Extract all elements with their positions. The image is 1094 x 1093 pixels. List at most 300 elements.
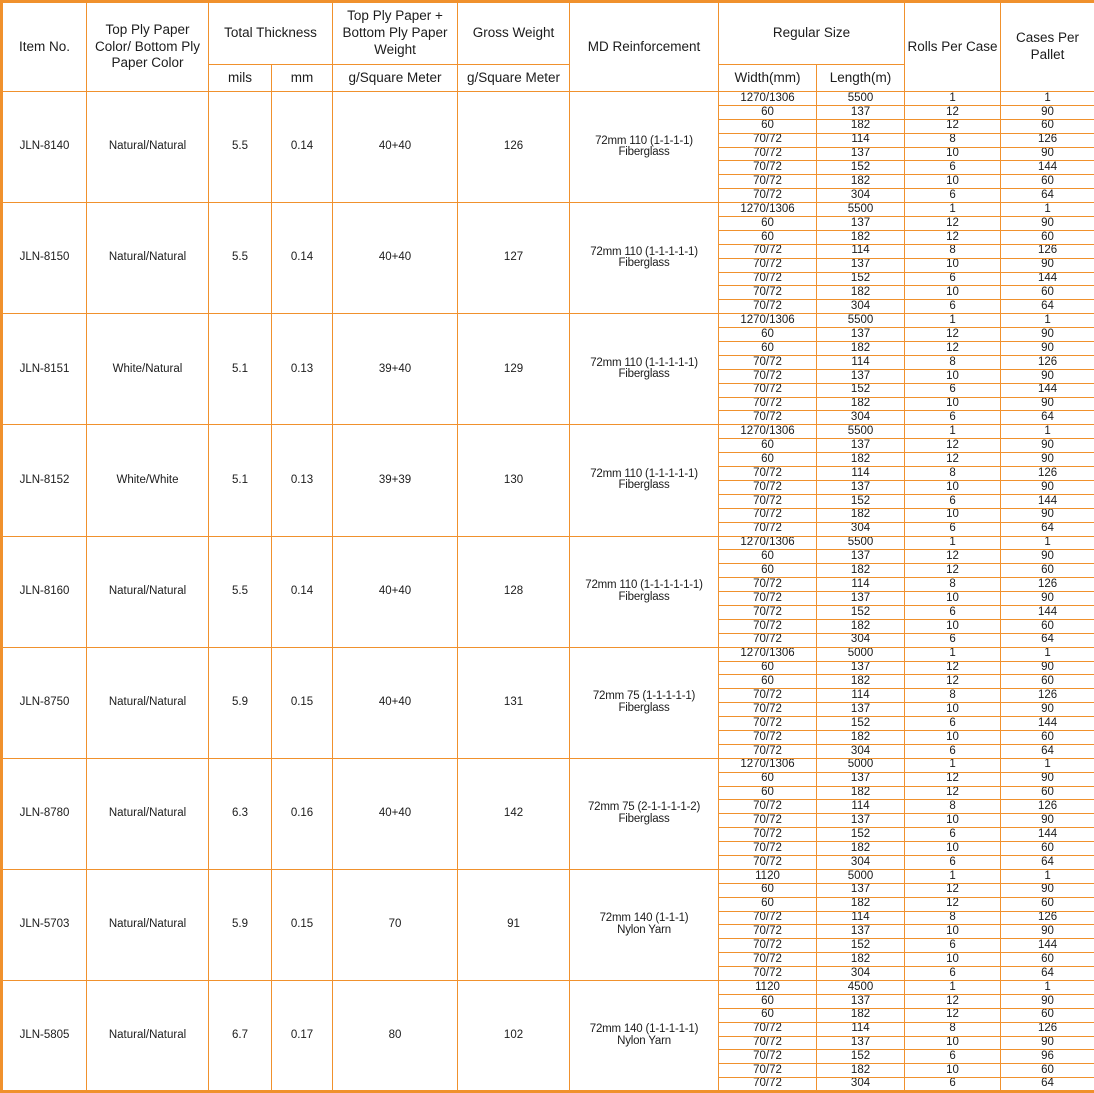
gross-weight-cell: 127	[458, 203, 570, 314]
rolls-cell: 6	[905, 522, 1001, 536]
cases-cell: 126	[1001, 133, 1094, 147]
length-cell: 137	[817, 369, 905, 383]
cases-cell: 90	[1001, 508, 1094, 522]
rolls-cell: 10	[905, 397, 1001, 411]
cases-cell: 144	[1001, 494, 1094, 508]
length-cell: 5500	[817, 314, 905, 328]
length-cell: 5500	[817, 92, 905, 106]
cases-cell: 64	[1001, 300, 1094, 314]
ply-weight-cell: 70	[333, 869, 458, 980]
width-cell: 70/72	[719, 369, 817, 383]
length-cell: 137	[817, 105, 905, 119]
rolls-cell: 8	[905, 578, 1001, 592]
length-cell: 182	[817, 508, 905, 522]
cases-cell: 90	[1001, 814, 1094, 828]
md-reinforcement-cell	[570, 203, 719, 314]
header-gross-weight-unit: g/Square Meter	[458, 65, 570, 92]
length-cell: 182	[817, 1008, 905, 1022]
width-cell: 70/72	[719, 800, 817, 814]
header-ply-weight: Top Ply Paper + Bottom Ply Paper Weight	[333, 2, 458, 65]
length-cell: 137	[817, 772, 905, 786]
width-cell: 70/72	[719, 286, 817, 300]
md-reinforcement-cell	[570, 425, 719, 536]
rolls-cell: 12	[905, 453, 1001, 467]
width-cell: 70/72	[719, 717, 817, 731]
mils-cell: 6.7	[209, 981, 272, 1092]
length-cell: 114	[817, 689, 905, 703]
rolls-cell: 6	[905, 272, 1001, 286]
width-cell: 70/72	[719, 967, 817, 981]
rolls-cell: 6	[905, 605, 1001, 619]
width-cell: 60	[719, 217, 817, 231]
rolls-cell: 6	[905, 717, 1001, 731]
length-cell: 5000	[817, 647, 905, 661]
rolls-cell: 12	[905, 328, 1001, 342]
md-line: 72mm 110 (1-1-1-1-1)	[572, 358, 716, 370]
width-cell: 60	[719, 453, 817, 467]
length-cell: 304	[817, 411, 905, 425]
length-cell: 152	[817, 383, 905, 397]
mm-cell: 0.15	[272, 869, 333, 980]
width-cell: 60	[719, 328, 817, 342]
width-cell: 70/72	[719, 1036, 817, 1050]
length-cell: 182	[817, 397, 905, 411]
size-row	[2, 981, 1094, 995]
mils-cell: 5.9	[209, 869, 272, 980]
width-cell: 70/72	[719, 730, 817, 744]
cases-cell: 90	[1001, 883, 1094, 897]
width-cell: 60	[719, 342, 817, 356]
length-cell: 304	[817, 1078, 905, 1092]
cases-cell: 60	[1001, 786, 1094, 800]
ply-color-cell: Natural/Natural	[87, 981, 209, 1092]
width-cell: 70/72	[719, 355, 817, 369]
cases-cell: 64	[1001, 189, 1094, 203]
cases-cell: 90	[1001, 147, 1094, 161]
width-cell: 60	[719, 994, 817, 1008]
length-cell: 114	[817, 133, 905, 147]
ply-color-cell: Natural/Natural	[87, 647, 209, 758]
header-md-reinforcement: MD Reinforcement	[570, 2, 719, 92]
cases-cell: 144	[1001, 383, 1094, 397]
rolls-cell: 10	[905, 730, 1001, 744]
md-line: 72mm 140 (1-1-1-1-1)	[572, 1024, 716, 1036]
rolls-cell: 12	[905, 105, 1001, 119]
width-cell: 1270/1306	[719, 647, 817, 661]
mils-cell: 5.5	[209, 92, 272, 203]
cases-cell: 1	[1001, 425, 1094, 439]
rolls-cell: 10	[905, 1036, 1001, 1050]
cases-cell: 60	[1001, 230, 1094, 244]
length-cell: 152	[817, 272, 905, 286]
width-cell: 1270/1306	[719, 203, 817, 217]
cases-cell: 90	[1001, 703, 1094, 717]
width-cell: 60	[719, 786, 817, 800]
length-cell: 304	[817, 967, 905, 981]
width-cell: 1270/1306	[719, 758, 817, 772]
width-cell: 70/72	[719, 814, 817, 828]
mm-cell: 0.14	[272, 92, 333, 203]
rolls-cell: 12	[905, 883, 1001, 897]
length-cell: 137	[817, 703, 905, 717]
length-cell: 137	[817, 147, 905, 161]
ply-color-cell: White/Natural	[87, 314, 209, 425]
gross-weight-cell: 130	[458, 425, 570, 536]
length-cell: 137	[817, 217, 905, 231]
width-cell: 70/72	[719, 397, 817, 411]
rolls-cell: 1	[905, 314, 1001, 328]
width-cell: 60	[719, 105, 817, 119]
rolls-cell: 6	[905, 161, 1001, 175]
ply-weight-cell: 40+40	[333, 758, 458, 869]
cases-cell: 96	[1001, 1050, 1094, 1064]
rolls-cell: 12	[905, 342, 1001, 356]
mils-cell: 5.9	[209, 647, 272, 758]
size-row	[2, 869, 1094, 883]
length-cell: 304	[817, 522, 905, 536]
ply-color-cell: White/White	[87, 425, 209, 536]
rolls-cell: 12	[905, 550, 1001, 564]
width-cell: 70/72	[719, 480, 817, 494]
ply-weight-cell: 39+40	[333, 314, 458, 425]
mm-cell: 0.13	[272, 314, 333, 425]
rolls-cell: 10	[905, 842, 1001, 856]
cases-cell: 126	[1001, 689, 1094, 703]
length-cell: 152	[817, 494, 905, 508]
length-cell: 152	[817, 828, 905, 842]
md-line: Fiberglass	[572, 814, 716, 826]
width-cell: 70/72	[719, 1022, 817, 1036]
width-cell: 1270/1306	[719, 425, 817, 439]
width-cell: 1120	[719, 981, 817, 995]
rolls-cell: 6	[905, 1050, 1001, 1064]
cases-cell: 64	[1001, 1078, 1094, 1092]
md-reinforcement-cell	[570, 981, 719, 1092]
length-cell: 152	[817, 717, 905, 731]
cases-cell: 60	[1001, 1008, 1094, 1022]
length-cell: 182	[817, 897, 905, 911]
rolls-cell: 8	[905, 355, 1001, 369]
width-cell: 70/72	[719, 633, 817, 647]
size-row	[2, 647, 1094, 661]
header-length: Length(m)	[817, 65, 905, 92]
rolls-cell: 1	[905, 981, 1001, 995]
mm-cell: 0.14	[272, 536, 333, 647]
rolls-cell: 6	[905, 383, 1001, 397]
md-line: Nylon Yarn	[572, 925, 716, 937]
width-cell: 70/72	[719, 911, 817, 925]
ply-color-cell: Natural/Natural	[87, 203, 209, 314]
size-row	[2, 425, 1094, 439]
width-cell: 60	[719, 1008, 817, 1022]
cases-cell: 126	[1001, 911, 1094, 925]
length-cell: 182	[817, 1064, 905, 1078]
md-line: 72mm 110 (1-1-1-1-1-1)	[572, 580, 716, 592]
length-cell: 137	[817, 925, 905, 939]
length-cell: 114	[817, 355, 905, 369]
md-line: 72mm 110 (1-1-1-1-1)	[572, 469, 716, 481]
cases-cell: 90	[1001, 592, 1094, 606]
cases-cell: 64	[1001, 411, 1094, 425]
length-cell: 152	[817, 605, 905, 619]
cases-cell: 144	[1001, 272, 1094, 286]
size-row	[2, 758, 1094, 772]
width-cell: 60	[719, 439, 817, 453]
md-line: Fiberglass	[572, 258, 716, 270]
gross-weight-cell: 102	[458, 981, 570, 1092]
rolls-cell: 10	[905, 258, 1001, 272]
length-cell: 304	[817, 300, 905, 314]
item-no-cell: JLN-5805	[2, 981, 87, 1092]
ply-weight-cell: 40+40	[333, 92, 458, 203]
width-cell: 60	[719, 661, 817, 675]
rolls-cell: 6	[905, 967, 1001, 981]
width-cell: 60	[719, 550, 817, 564]
width-cell: 70/72	[719, 925, 817, 939]
cases-cell: 60	[1001, 842, 1094, 856]
cases-cell: 90	[1001, 105, 1094, 119]
ply-color-cell: Natural/Natural	[87, 758, 209, 869]
length-cell: 182	[817, 119, 905, 133]
size-row	[2, 203, 1094, 217]
cases-cell: 60	[1001, 619, 1094, 633]
width-cell: 60	[719, 230, 817, 244]
width-cell: 60	[719, 897, 817, 911]
length-cell: 137	[817, 661, 905, 675]
width-cell: 60	[719, 675, 817, 689]
md-line: 72mm 75 (2-1-1-1-1-2)	[572, 802, 716, 814]
table-header	[2, 2, 1094, 92]
item-no-cell: JLN-8750	[2, 647, 87, 758]
length-cell: 137	[817, 1036, 905, 1050]
length-cell: 304	[817, 744, 905, 758]
cases-cell: 60	[1001, 1064, 1094, 1078]
cases-cell: 90	[1001, 328, 1094, 342]
rolls-cell: 8	[905, 133, 1001, 147]
ply-color-cell: Natural/Natural	[87, 536, 209, 647]
rolls-cell: 12	[905, 439, 1001, 453]
cases-cell: 126	[1001, 800, 1094, 814]
rolls-cell: 1	[905, 425, 1001, 439]
rolls-cell: 6	[905, 300, 1001, 314]
length-cell: 182	[817, 564, 905, 578]
cases-cell: 1	[1001, 203, 1094, 217]
cases-cell: 90	[1001, 217, 1094, 231]
rolls-cell: 10	[905, 369, 1001, 383]
header-mm: mm	[272, 65, 333, 92]
length-cell: 137	[817, 592, 905, 606]
length-cell: 5500	[817, 203, 905, 217]
cases-cell: 90	[1001, 397, 1094, 411]
length-cell: 137	[817, 480, 905, 494]
mm-cell: 0.15	[272, 647, 333, 758]
mils-cell: 5.1	[209, 425, 272, 536]
width-cell: 70/72	[719, 467, 817, 481]
cases-cell: 90	[1001, 258, 1094, 272]
rolls-cell: 10	[905, 147, 1001, 161]
width-cell: 70/72	[719, 494, 817, 508]
md-reinforcement-cell	[570, 869, 719, 980]
cases-cell: 90	[1001, 772, 1094, 786]
rolls-cell: 8	[905, 244, 1001, 258]
mm-cell: 0.14	[272, 203, 333, 314]
length-cell: 182	[817, 453, 905, 467]
length-cell: 304	[817, 633, 905, 647]
rolls-cell: 6	[905, 189, 1001, 203]
item-no-cell: JLN-8140	[2, 92, 87, 203]
header-mils: mils	[209, 65, 272, 92]
item-no-cell: JLN-8150	[2, 203, 87, 314]
length-cell: 182	[817, 619, 905, 633]
rolls-cell: 12	[905, 772, 1001, 786]
rolls-cell: 10	[905, 619, 1001, 633]
width-cell: 70/72	[719, 522, 817, 536]
rolls-cell: 12	[905, 564, 1001, 578]
md-line: Fiberglass	[572, 147, 716, 159]
cases-cell: 64	[1001, 744, 1094, 758]
rolls-cell: 12	[905, 994, 1001, 1008]
rolls-cell: 1	[905, 869, 1001, 883]
rolls-cell: 1	[905, 758, 1001, 772]
width-cell: 70/72	[719, 508, 817, 522]
md-line: 72mm 75 (1-1-1-1-1)	[572, 691, 716, 703]
rolls-cell: 12	[905, 675, 1001, 689]
width-cell: 60	[719, 119, 817, 133]
length-cell: 182	[817, 175, 905, 189]
md-reinforcement-cell	[570, 314, 719, 425]
length-cell: 114	[817, 1022, 905, 1036]
rolls-cell: 12	[905, 786, 1001, 800]
length-cell: 114	[817, 800, 905, 814]
ply-weight-cell: 39+39	[333, 425, 458, 536]
length-cell: 137	[817, 439, 905, 453]
rolls-cell: 12	[905, 661, 1001, 675]
ply-weight-cell: 40+40	[333, 536, 458, 647]
rolls-cell: 6	[905, 855, 1001, 869]
length-cell: 137	[817, 550, 905, 564]
gross-weight-cell: 142	[458, 758, 570, 869]
header-width: Width(mm)	[719, 65, 817, 92]
rolls-cell: 12	[905, 230, 1001, 244]
width-cell: 1120	[719, 869, 817, 883]
rolls-cell: 6	[905, 939, 1001, 953]
length-cell: 182	[817, 230, 905, 244]
width-cell: 70/72	[719, 1050, 817, 1064]
item-no-cell: JLN-8152	[2, 425, 87, 536]
width-cell: 70/72	[719, 939, 817, 953]
ply-weight-cell: 40+40	[333, 203, 458, 314]
size-row	[2, 536, 1094, 550]
cases-cell: 1	[1001, 314, 1094, 328]
length-cell: 304	[817, 855, 905, 869]
width-cell: 70/72	[719, 147, 817, 161]
rolls-cell: 8	[905, 467, 1001, 481]
length-cell: 304	[817, 189, 905, 203]
cases-cell: 144	[1001, 939, 1094, 953]
ply-color-cell: Natural/Natural	[87, 92, 209, 203]
length-cell: 152	[817, 1050, 905, 1064]
cases-cell: 64	[1001, 967, 1094, 981]
width-cell: 1270/1306	[719, 92, 817, 106]
cases-cell: 60	[1001, 286, 1094, 300]
width-cell: 70/72	[719, 744, 817, 758]
rolls-cell: 10	[905, 175, 1001, 189]
width-cell: 70/72	[719, 300, 817, 314]
width-cell: 60	[719, 772, 817, 786]
size-row	[2, 314, 1094, 328]
mm-cell: 0.16	[272, 758, 333, 869]
mils-cell: 5.5	[209, 203, 272, 314]
width-cell: 70/72	[719, 272, 817, 286]
rolls-cell: 10	[905, 592, 1001, 606]
rolls-cell: 10	[905, 508, 1001, 522]
cases-cell: 90	[1001, 342, 1094, 356]
width-cell: 70/72	[719, 703, 817, 717]
cases-cell: 90	[1001, 925, 1094, 939]
md-line: Nylon Yarn	[572, 1036, 716, 1048]
length-cell: 114	[817, 467, 905, 481]
cases-cell: 90	[1001, 550, 1094, 564]
width-cell: 70/72	[719, 855, 817, 869]
length-cell: 182	[817, 675, 905, 689]
rolls-cell: 10	[905, 1064, 1001, 1078]
md-line: 72mm 110 (1-1-1-1)	[572, 136, 716, 148]
header-item-no: Item No.	[2, 2, 87, 92]
cases-cell: 60	[1001, 564, 1094, 578]
length-cell: 137	[817, 328, 905, 342]
rolls-cell: 10	[905, 480, 1001, 494]
md-reinforcement-cell	[570, 536, 719, 647]
rolls-cell: 1	[905, 203, 1001, 217]
width-cell: 70/72	[719, 578, 817, 592]
item-no-cell: JLN-8780	[2, 758, 87, 869]
md-line: 72mm 110 (1-1-1-1-1)	[572, 247, 716, 259]
mm-cell: 0.17	[272, 981, 333, 1092]
mm-cell: 0.13	[272, 425, 333, 536]
cases-cell: 90	[1001, 480, 1094, 494]
width-cell: 70/72	[719, 605, 817, 619]
length-cell: 137	[817, 994, 905, 1008]
length-cell: 182	[817, 730, 905, 744]
md-line: Fiberglass	[572, 703, 716, 715]
mils-cell: 5.1	[209, 314, 272, 425]
header-regular-size: Regular Size	[719, 2, 905, 65]
cases-cell: 64	[1001, 855, 1094, 869]
md-line: Fiberglass	[572, 592, 716, 604]
length-cell: 4500	[817, 981, 905, 995]
gross-weight-cell: 131	[458, 647, 570, 758]
cases-cell: 126	[1001, 1022, 1094, 1036]
width-cell: 70/72	[719, 383, 817, 397]
rolls-cell: 6	[905, 633, 1001, 647]
cases-cell: 90	[1001, 369, 1094, 383]
md-line: Fiberglass	[572, 369, 716, 381]
cases-cell: 64	[1001, 522, 1094, 536]
rolls-cell: 12	[905, 119, 1001, 133]
length-cell: 137	[817, 814, 905, 828]
width-cell: 70/72	[719, 592, 817, 606]
cases-cell: 1	[1001, 758, 1094, 772]
ply-weight-cell: 40+40	[333, 647, 458, 758]
md-reinforcement-cell	[570, 92, 719, 203]
cases-cell: 144	[1001, 828, 1094, 842]
mils-cell: 5.5	[209, 536, 272, 647]
rolls-cell: 6	[905, 744, 1001, 758]
length-cell: 152	[817, 939, 905, 953]
cases-cell: 1	[1001, 981, 1094, 995]
cases-cell: 60	[1001, 897, 1094, 911]
rolls-cell: 8	[905, 689, 1001, 703]
